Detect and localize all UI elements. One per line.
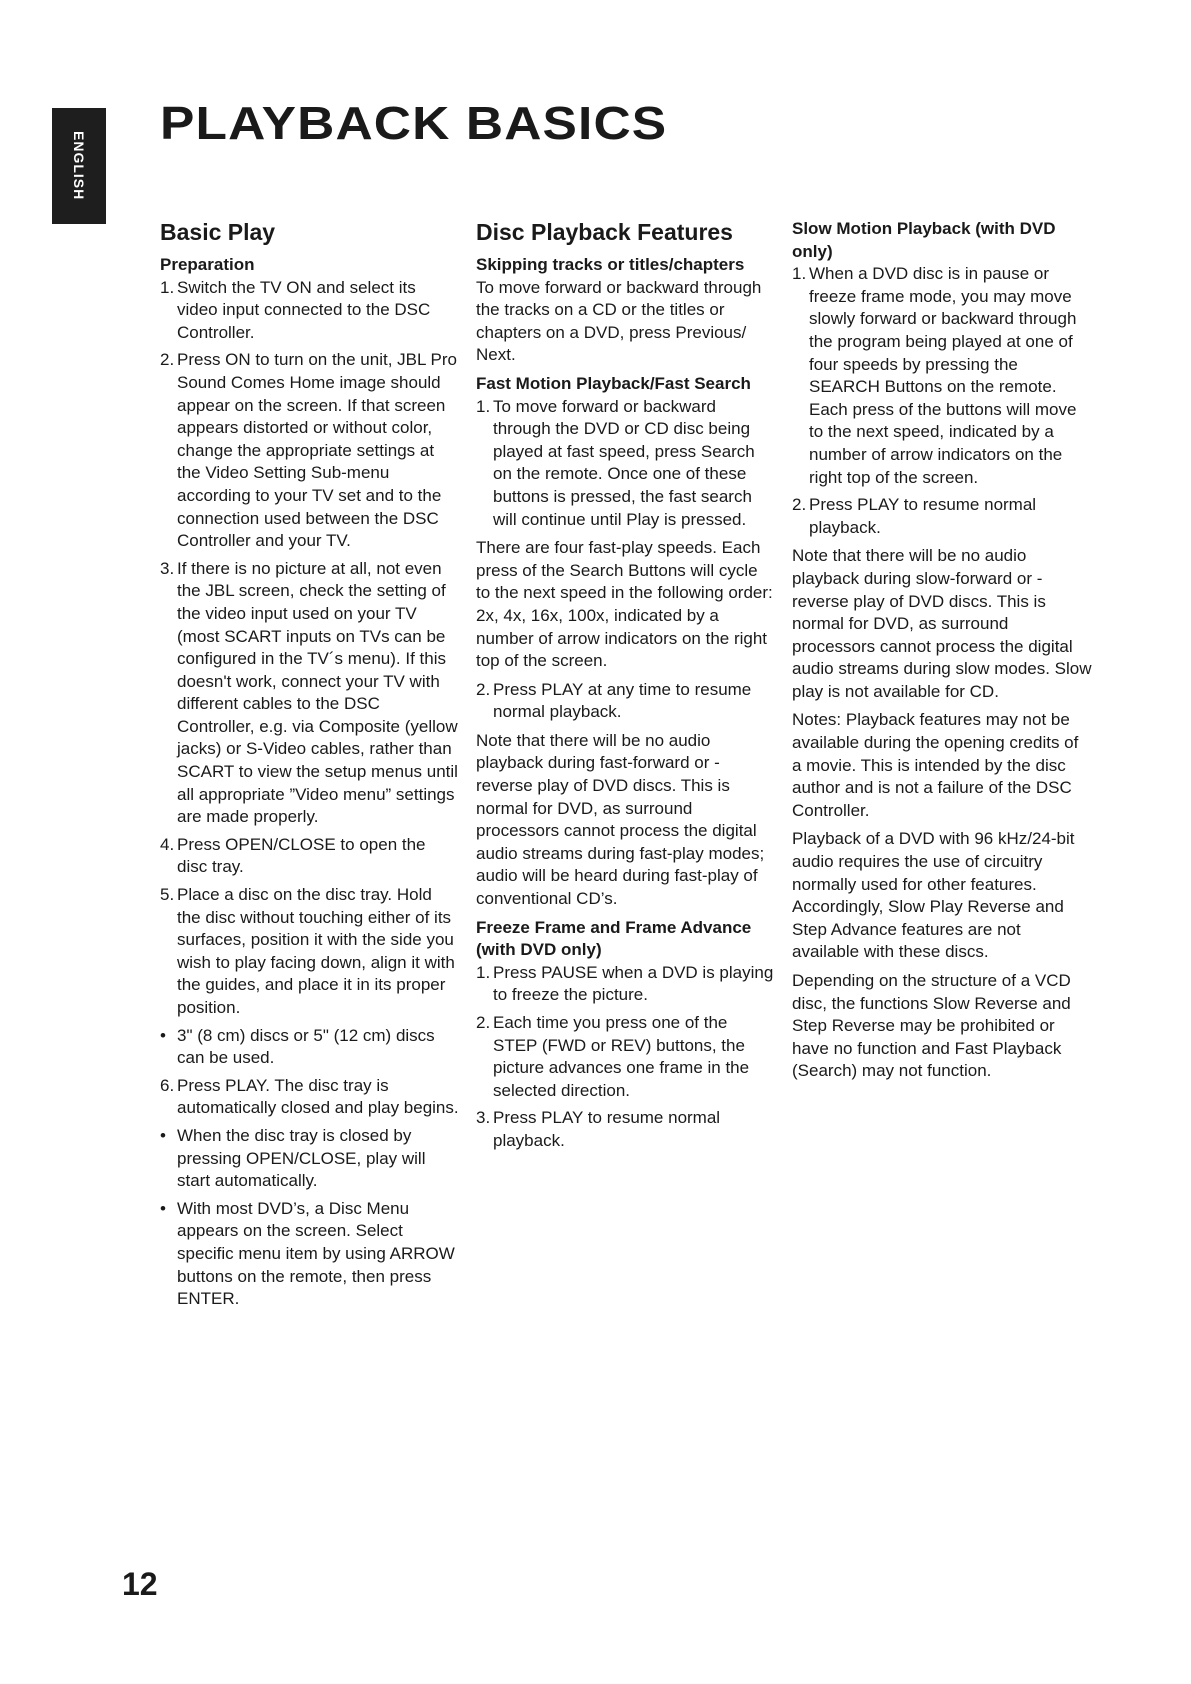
item-text: If there is no picture at all, not even the JBL screen, check the setting of the video input used on your TV (most SCART inputs on TVs can be configured in the TV´s menu). If this doesn't work, connect your TV with different cables to the DSC Controller, e.g. via Composite (yellow jacks) or S-Video cables, rather than SCART to view the setup menus until all appropriate ”Video menu” settings are made properly. xyxy=(177,558,458,827)
item-text: Press OPEN/CLOSE to open the disc tray. xyxy=(177,834,426,877)
item-number: 2. xyxy=(160,350,175,370)
list-item xyxy=(476,1107,776,1152)
item-number: 3. xyxy=(160,558,175,578)
item-number: 1. xyxy=(160,277,175,297)
freeze-frame-list xyxy=(476,962,776,1153)
bullet-item xyxy=(160,1198,460,1311)
skipping-text: To move forward or backward through the tracks on a CD or the titles or chapters on a DVD, press Previous/ Next. xyxy=(476,277,762,365)
basic-play-heading: Basic Play xyxy=(160,219,276,245)
item-number: 1. xyxy=(792,264,807,284)
list-item xyxy=(160,558,460,829)
item-text: Press PLAY to resume normal playback. xyxy=(809,495,1037,537)
item-number: 1. xyxy=(476,396,491,416)
item-number: 2. xyxy=(476,679,491,699)
fast-audio-note: Note that there will be no audio playback during fast-forward or -reverse play of DVD discs. This is normal for DVD, as surround processors cannot process the digital audio streams during fast-play modes; audio will be heard during fast-play of conventional CD’s. xyxy=(476,730,765,909)
language-tab xyxy=(52,108,106,224)
item-number: 4. xyxy=(160,834,175,854)
disc-features-heading: Disc Playback Features xyxy=(476,219,733,245)
disc-features-column xyxy=(476,218,776,1159)
item-number: 2. xyxy=(476,1013,491,1032)
hires-audio-note: Playback of a DVD with 96 kHz/24-bit audio requires the use of circuitry normally used for other features. Accordingly, Slow Play Reverse and Step Advance features are not available with these discs. xyxy=(792,829,1075,962)
bullet-item xyxy=(160,1125,460,1193)
item-text: Press PAUSE when a DVD is playing to freeze the picture. xyxy=(493,962,774,1005)
list-item xyxy=(160,834,460,879)
list-item xyxy=(476,962,776,1007)
bullet: • xyxy=(160,1125,166,1145)
preparation-list xyxy=(160,277,460,1311)
slow-motion-column xyxy=(792,218,1092,1089)
list-item xyxy=(160,1075,460,1120)
item-text: Press PLAY. The disc tray is automatically closed and play begins. xyxy=(177,1075,459,1118)
list-item xyxy=(160,884,460,1020)
fast-motion-list-2 xyxy=(476,679,776,724)
list-item xyxy=(160,349,460,552)
language-label: ENGLISH xyxy=(71,131,87,201)
fast-speeds-paragraph: There are four fast-play speeds. Each press of the Search Buttons will cycle to the next speed in the following order: 2x, 4x, 16x, 100x, indicated by a number of arrow indicators on the right top of the screen. xyxy=(476,538,773,671)
list-item xyxy=(476,679,776,724)
fast-motion-list-1 xyxy=(476,396,776,532)
item-number: 1. xyxy=(476,962,491,982)
item-text: To move forward or backward through the DVD or CD disc being played at fast speed, press Search on the remote. Once one of these buttons is pressed, the fast search will continue until Play is pressed. xyxy=(493,396,755,529)
item-text: Place a disc on the disc tray. Hold the disc without touching either of its surfaces, position it with the side you wish to play facing down, align it with the guides, and place it in its proper position. xyxy=(177,885,455,1017)
slow-audio-note: Note that there will be no audio playback during slow-forward or -reverse play of DVD discs. This is normal for DVD, as surround processors cannot process the digital audio streams during slow modes. Slow play is not available for CD. xyxy=(792,546,1092,701)
list-item xyxy=(792,494,1092,539)
freeze-frame-heading: Freeze Frame and Frame Advance (with DVD only) xyxy=(476,917,752,960)
item-text: Press PLAY to resume normal playback. xyxy=(493,1108,721,1150)
item-text: When the disc tray is closed by pressing OPEN/CLOSE, play will start automatically. xyxy=(177,1125,426,1191)
item-text: Press PLAY at any time to resume normal playback. xyxy=(493,679,752,722)
list-item xyxy=(476,396,776,532)
slow-motion-list xyxy=(792,263,1092,539)
basic-play-column xyxy=(160,218,460,1317)
page-title: PLAYBACK BASICS xyxy=(160,97,668,149)
slow-motion-heading: Slow Motion Playback (with DVD only) xyxy=(792,219,1056,261)
bullet-item xyxy=(160,1025,460,1070)
list-item xyxy=(476,1012,776,1102)
item-number: 3. xyxy=(476,1108,491,1128)
list-item xyxy=(160,277,460,345)
item-text: Press ON to turn on the unit, JBL Pro Sound Comes Home image should appear on the screen. If that screen appears distorted or without color, change the appropriate settings at the Video Setting Sub-menu according to your TV set and to the connection used between the DSC Controller and your TV. xyxy=(177,350,458,551)
item-text: Switch the TV ON and select its video input connected to the DSC Controller. xyxy=(177,277,431,342)
skipping-heading: Skipping tracks or titles/chapters xyxy=(476,255,745,274)
item-text: Each time you press one of the STEP (FWD or REV) buttons, the picture advances one frame in the selected direction. xyxy=(493,1013,750,1100)
bullet: • xyxy=(160,1025,166,1045)
fast-motion-heading: Fast Motion Playback/Fast Search xyxy=(476,373,751,393)
item-number: 2. xyxy=(792,495,807,515)
item-text: When a DVD disc is in pause or freeze frame mode, you may move slowly forward or backward through the program being played at one of four speeds by pressing the SEARCH Buttons on the remote. Each press of the buttons will move to the next speed, indicated by a number of arrow indicators on the right top of the screen. xyxy=(809,264,1077,487)
item-number: 5. xyxy=(160,885,175,905)
preparation-heading: Preparation xyxy=(160,255,255,274)
bullet: • xyxy=(160,1198,166,1218)
item-text: 3" (8 cm) discs or 5" (12 cm) discs can be used. xyxy=(177,1025,435,1068)
page-number: 12 xyxy=(122,1566,158,1602)
list-item xyxy=(792,263,1092,489)
credits-note: Notes: Playback features may not be available during the opening credits of a movie. This is intended by the disc author and is not a failure of the DSC Controller. xyxy=(792,710,1079,820)
vcd-note: Depending on the structure of a VCD disc, the functions Slow Reverse and Step Reverse may be prohibited or have no function and Fast Playback (Search) may not function. xyxy=(792,971,1071,1081)
item-text: With most DVD’s, a Disc Menu appears on the screen. Select specific menu item by using ARROW buttons on the remote, then press ENTER. xyxy=(177,1198,455,1309)
item-number: 6. xyxy=(160,1075,175,1095)
